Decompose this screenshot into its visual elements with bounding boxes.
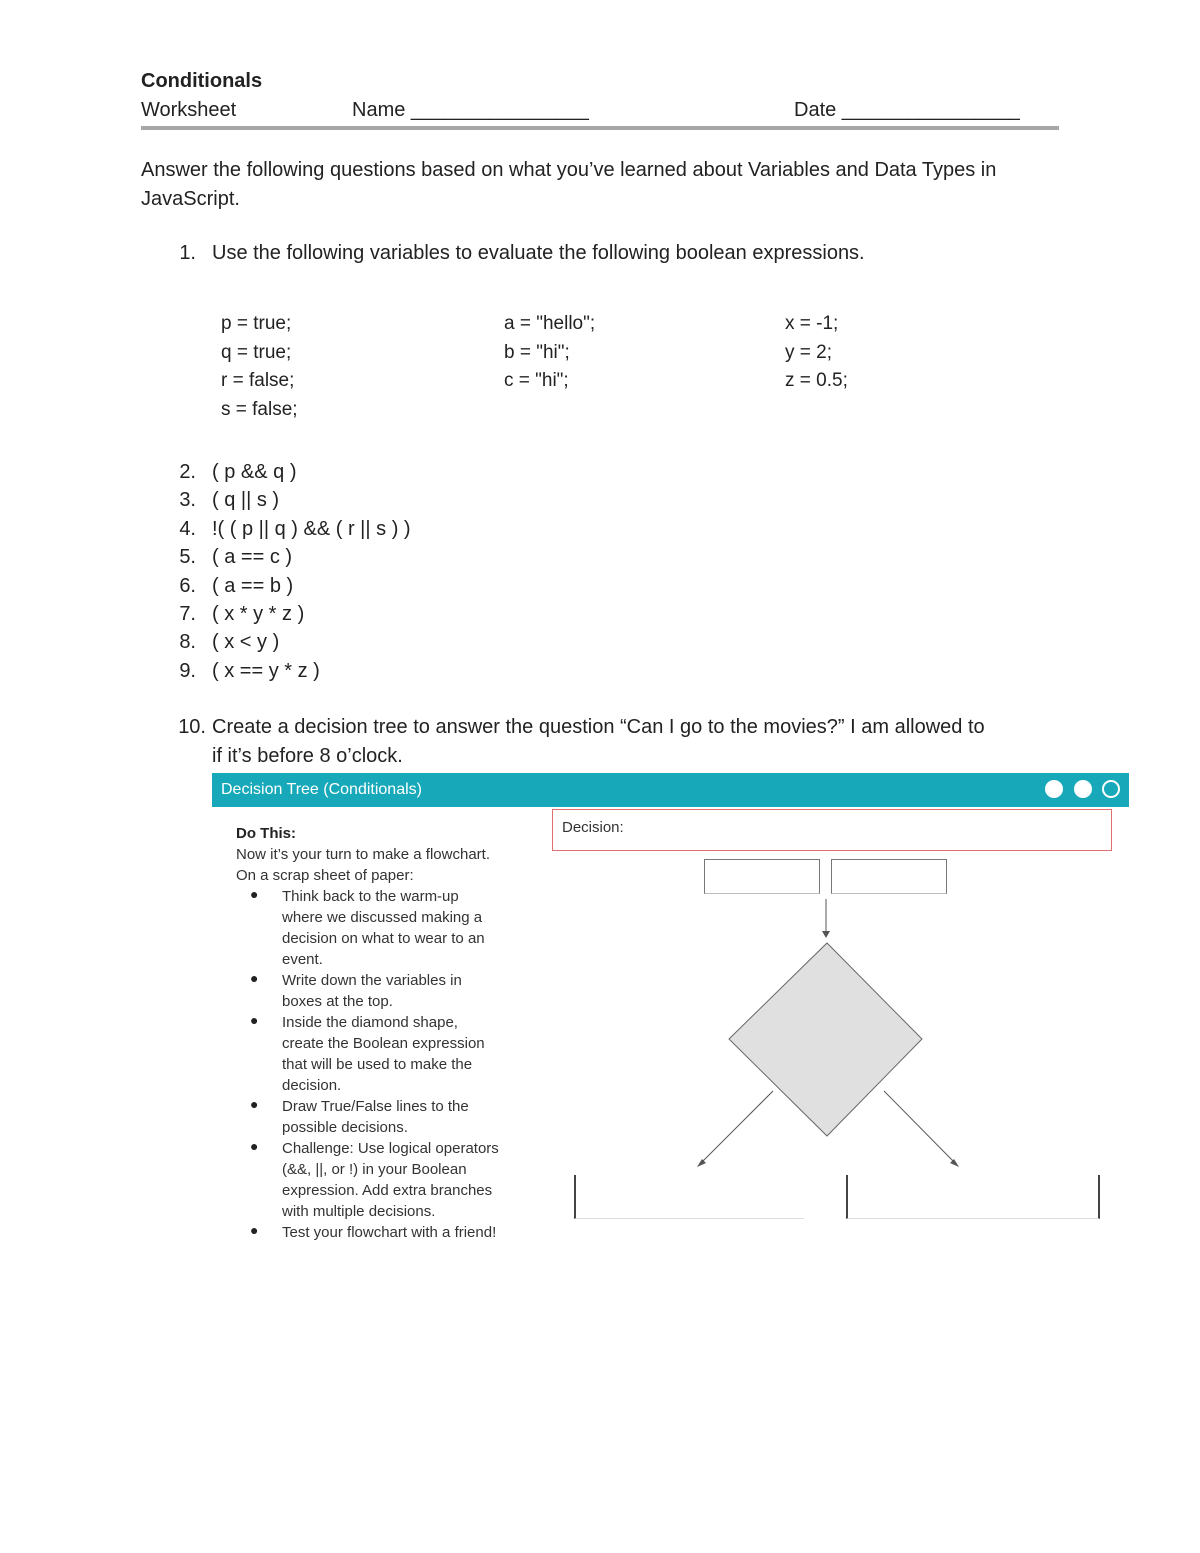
decision-tree-title: Decision Tree (Conditionals) xyxy=(221,781,422,798)
variable-s: s = false; xyxy=(221,399,298,420)
instruction-line: create the Boolean expression xyxy=(282,1035,485,1052)
question-1-number: 1. xyxy=(179,242,196,264)
date-field: Date ________________ xyxy=(794,99,1020,121)
instruction-line: decision on what to wear to an xyxy=(282,930,485,947)
expression-number: 6. xyxy=(179,575,196,597)
variable-p: p = true; xyxy=(221,313,292,334)
question-10-number: 10. xyxy=(178,716,206,738)
variables-column-1 xyxy=(221,309,298,424)
expression-text: ( a == c ) xyxy=(212,546,293,568)
do-this-intro: On a scrap sheet of paper: xyxy=(236,867,414,884)
expression-number: 7. xyxy=(179,603,196,625)
expression-text: !( ( p || q ) && ( r || s ) ) xyxy=(212,518,411,540)
expression-text: ( x < y ) xyxy=(212,631,280,653)
decision-tree-panel xyxy=(212,773,1129,1241)
name-field: Name ________________ xyxy=(352,99,589,121)
bullet-icon: ● xyxy=(250,1222,259,1238)
instruction-line: expression. Add extra branches xyxy=(282,1182,493,1199)
variables-column-3 xyxy=(785,309,848,395)
instruction-line: decision. xyxy=(282,1077,342,1094)
expression-number: 2. xyxy=(179,461,196,483)
variable-r: r = false; xyxy=(221,370,295,391)
intro-paragraph: Answer the following questions based on what you’ve learned about Variables and Data Types in JavaScript. xyxy=(141,159,997,210)
expression-text: ( x == y * z ) xyxy=(212,660,320,682)
expression-number: 9. xyxy=(179,660,196,682)
question-1-text: Use the following variables to evaluate the following boolean expressions. xyxy=(212,242,865,264)
expression-number: 4. xyxy=(179,518,196,540)
do-this-heading: Do This: xyxy=(236,825,296,842)
bullet-icon: ● xyxy=(250,1096,259,1112)
instruction-line: (&&, ||, or !) in your Boolean xyxy=(282,1161,467,1178)
instruction-line: Draw True/False lines to the xyxy=(282,1098,469,1115)
instruction-line: that will be used to make the xyxy=(282,1056,473,1073)
decision-diamond xyxy=(729,943,922,1136)
variables-column-2 xyxy=(504,309,595,395)
instruction-line: Inside the diamond shape, xyxy=(282,1014,458,1031)
expression-number: 5. xyxy=(179,546,196,568)
variable-z: z = 0.5; xyxy=(785,370,848,391)
false-branch-line xyxy=(700,1091,773,1164)
instruction-line: where we discussed making a xyxy=(282,909,483,926)
variable-q: q = true; xyxy=(221,342,292,363)
instruction-line: possible decisions. xyxy=(282,1119,408,1136)
worksheet-title: Conditionals xyxy=(141,70,263,92)
do-this-intro: Now it’s your turn to make a flowchart. xyxy=(236,846,490,863)
outcome-box xyxy=(846,1175,1100,1219)
arrow-head-icon xyxy=(822,931,830,938)
decision-label: Decision: xyxy=(562,819,624,836)
instruction-line: with multiple decisions. xyxy=(282,1203,436,1220)
variable-c: c = "hi"; xyxy=(504,370,569,391)
expression-text: ( q || s ) xyxy=(212,489,280,511)
variable-x: x = -1; xyxy=(785,313,839,334)
outcome-box xyxy=(574,1175,804,1219)
worksheet-label: Worksheet xyxy=(141,99,237,121)
variable-b: b = "hi"; xyxy=(504,342,570,363)
instruction-line: Test your flowchart with a friend! xyxy=(282,1224,497,1241)
instruction-line: Challenge: Use logical operators xyxy=(282,1140,499,1157)
arrow-head-icon xyxy=(697,1159,706,1167)
variable-y: y = 2; xyxy=(785,342,832,363)
question-10-line-2: if it’s before 8 o’clock. xyxy=(212,745,403,767)
flowchart-drawing xyxy=(212,773,1129,1241)
instruction-line: event. xyxy=(282,951,323,968)
instruction-line: Write down the variables in xyxy=(282,972,462,989)
expression-number: 8. xyxy=(179,631,196,653)
expression-text: ( p && q ) xyxy=(212,461,297,483)
header-divider xyxy=(141,126,1059,130)
expression-text: ( x * y * z ) xyxy=(212,603,305,625)
expression-number: 3. xyxy=(179,489,196,511)
bullet-icon: ● xyxy=(250,1012,259,1028)
arrow-head-icon xyxy=(950,1159,959,1167)
variable-a: a = "hello"; xyxy=(504,313,596,334)
bullet-icon: ● xyxy=(250,970,259,986)
bullet-icon: ● xyxy=(250,886,259,902)
instruction-line: Think back to the warm-up xyxy=(282,888,459,905)
expression-text: ( a == b ) xyxy=(212,575,294,597)
question-10-line-1: Create a decision tree to answer the question “Can I go to the movies?” I am allowed to xyxy=(212,716,985,738)
true-branch-line xyxy=(884,1091,956,1164)
bullet-icon: ● xyxy=(250,1138,259,1154)
instruction-line: boxes at the top. xyxy=(282,993,393,1010)
